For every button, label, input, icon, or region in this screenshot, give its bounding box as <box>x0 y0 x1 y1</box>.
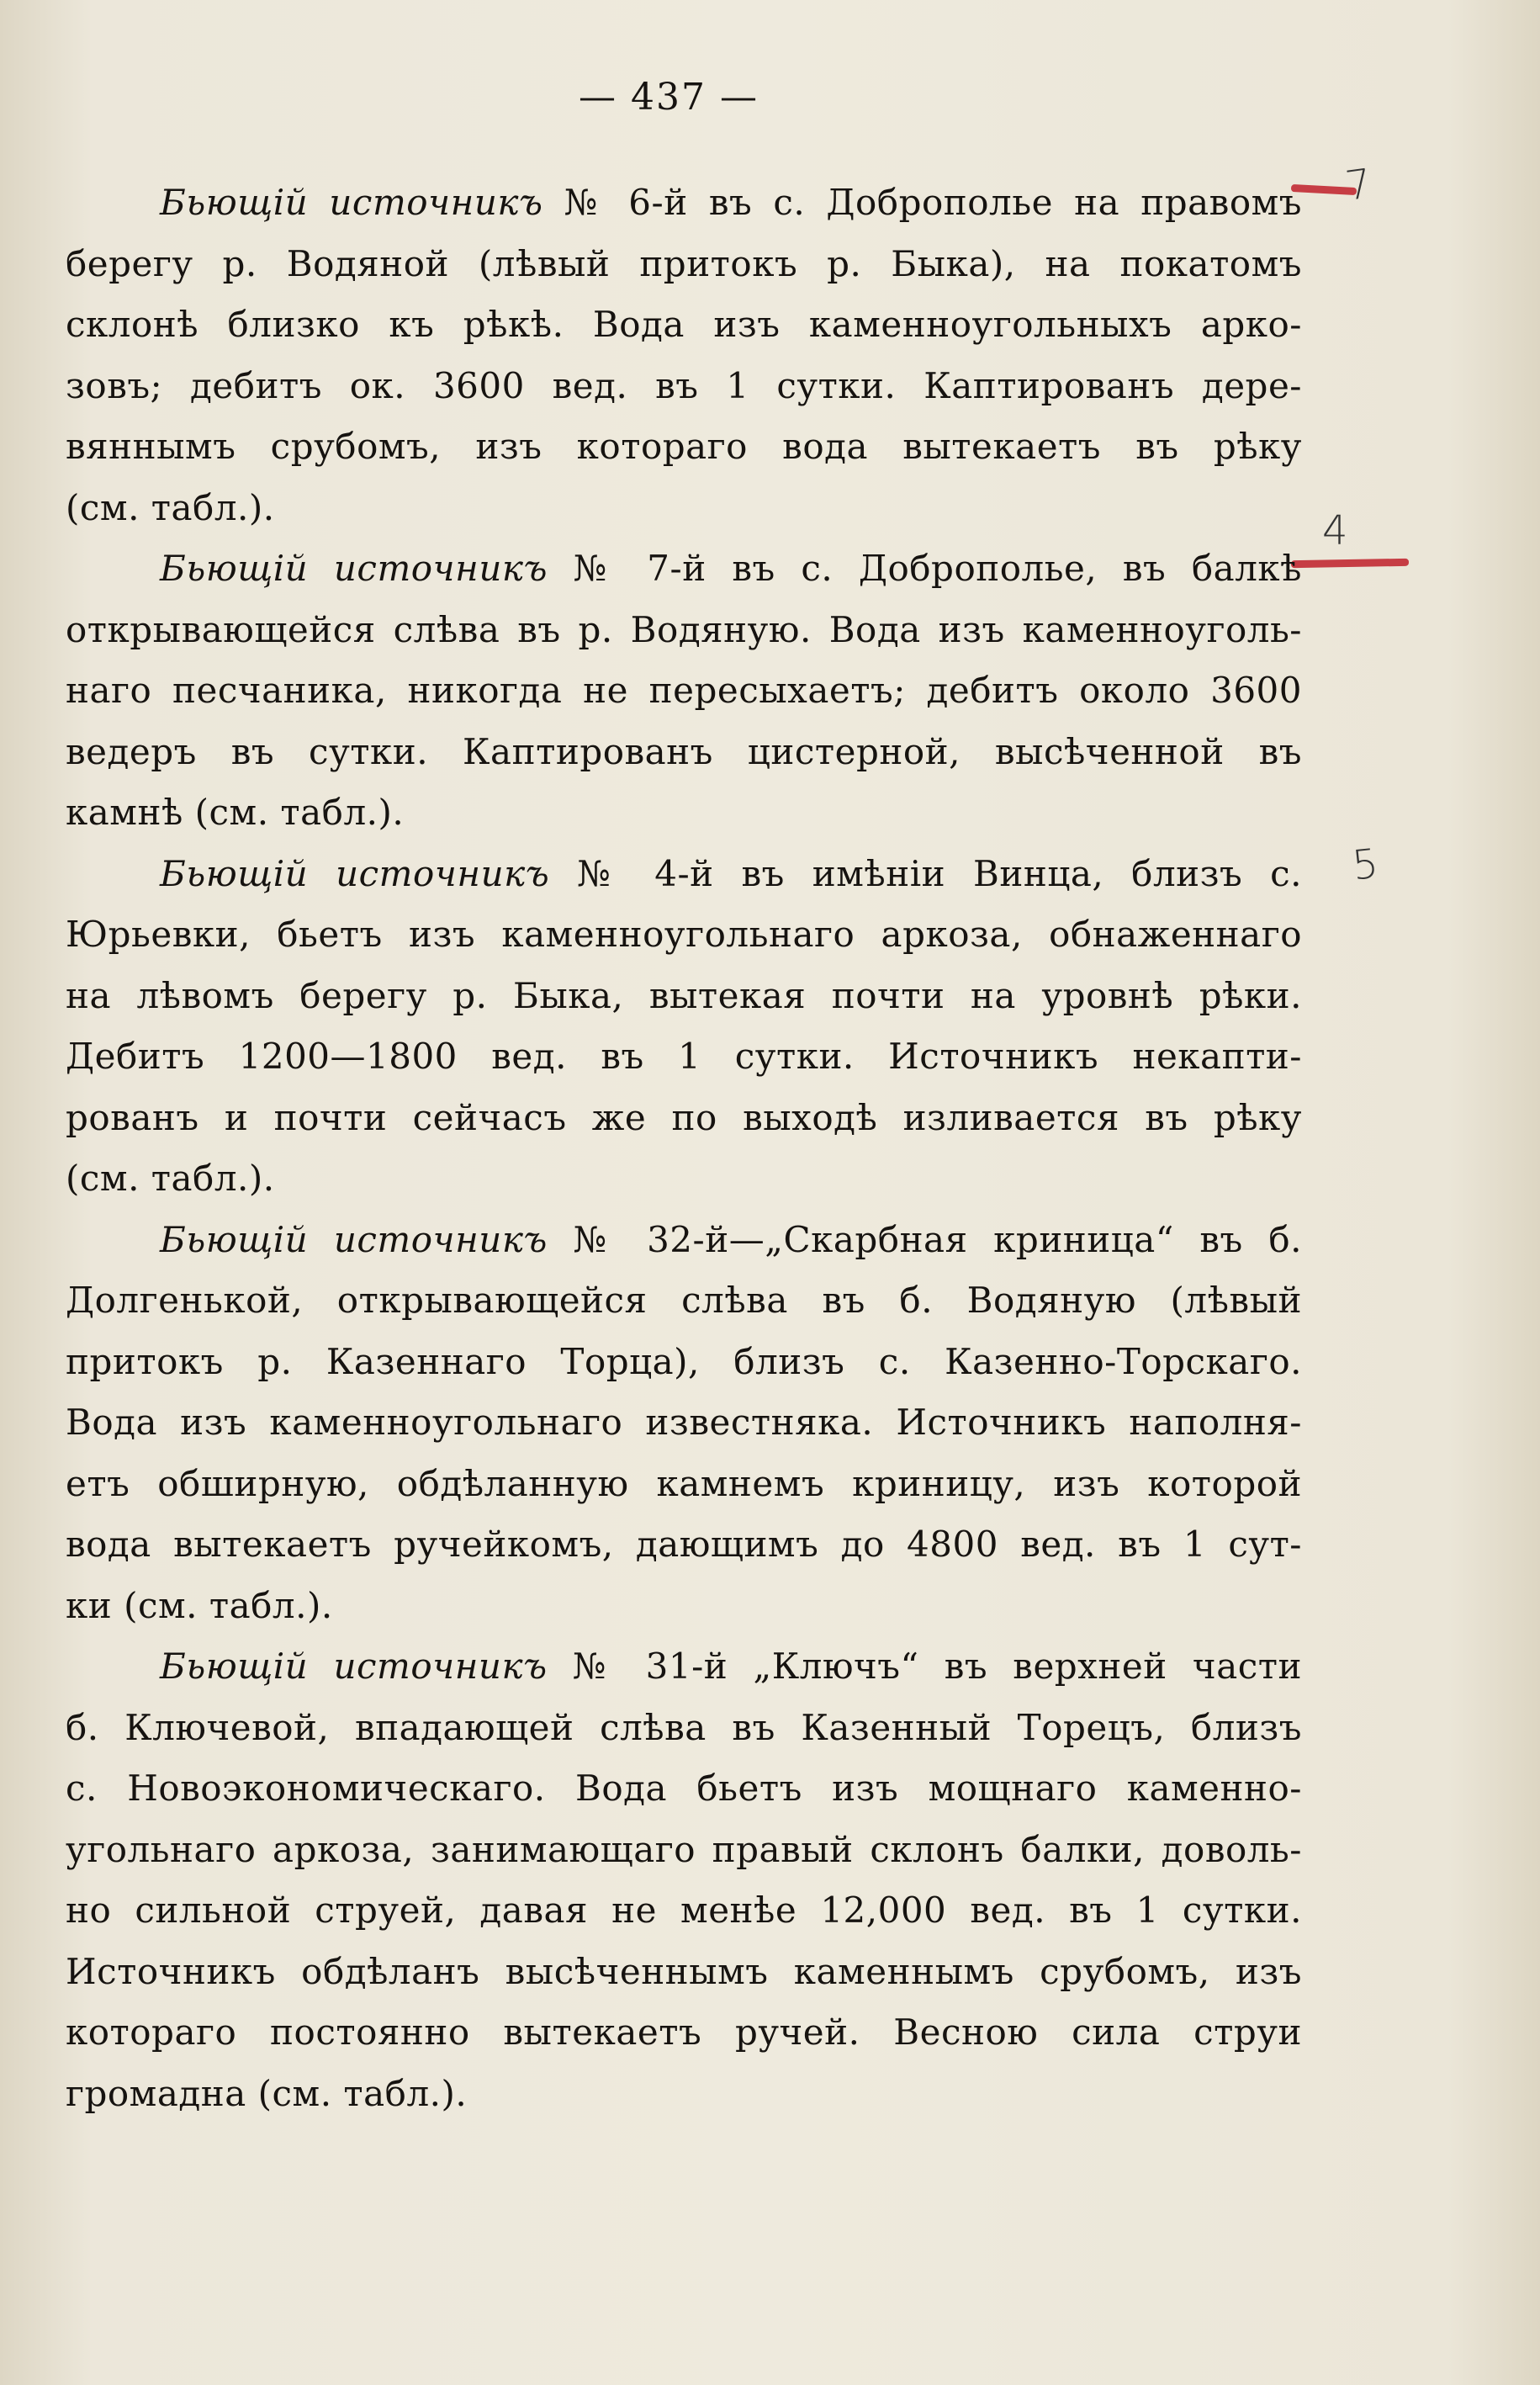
text-line <box>66 600 1302 661</box>
text-line <box>66 966 1302 1027</box>
text-line <box>66 2064 1302 2125</box>
text-line <box>66 1148 1302 1210</box>
text-line <box>66 1576 1302 1637</box>
paragraph-1 <box>66 172 1302 538</box>
line-text: но сильной струей, давая не менѣе 12,000 вед. въ 1 сутки. <box>66 1889 1302 1931</box>
text-line <box>66 1454 1302 1515</box>
text-line <box>66 538 1302 600</box>
text-line <box>66 294 1302 356</box>
text-line <box>66 356 1302 417</box>
text-line <box>66 1088 1302 1149</box>
line-text: № 7-й въ с. Доброполье, въ балкѣ <box>573 548 1302 589</box>
line-text: вяннымъ срубомъ, изъ котораго вода вытекаетъ въ рѣку <box>66 426 1302 467</box>
red-pencil-mark-2 <box>1291 559 1409 568</box>
line-text: с. Новоэкономическаго. Вода бьетъ изъ мощнаго каменно- <box>66 1768 1302 1809</box>
line-text: (см. табл.). <box>66 1158 275 1199</box>
page-number: — 437 — <box>579 76 759 119</box>
margin-note-3: 5 <box>1350 840 1381 890</box>
line-text: Юрьевки, бьетъ изъ каменноугольнаго аркоза, обнаженнаго <box>66 914 1302 955</box>
text-line <box>66 1026 1302 1088</box>
text-line <box>66 1698 1302 1759</box>
line-text: угольнаго аркоза, занимающаго правый склонъ балки, доволь- <box>66 1828 1302 1870</box>
text-line <box>66 2002 1302 2064</box>
line-text: Дебитъ 1200—1800 вед. въ 1 сутки. Источникъ некапти- <box>66 1036 1302 1077</box>
line-text: котораго постоянно вытекаетъ ручей. Весною сила струи <box>66 2011 1302 2053</box>
paragraph-5 <box>66 1636 1302 2124</box>
margin-note-1: 7 <box>1342 160 1375 210</box>
spring-lead-phrase: Бьющій источникъ <box>160 1646 548 1687</box>
text-line <box>66 1392 1302 1454</box>
paragraph-3 <box>66 844 1302 1210</box>
text-line <box>66 1942 1302 2003</box>
paragraph-4 <box>66 1210 1302 1637</box>
line-text: рованъ и почти сейчасъ же по выходѣ изливается въ рѣку <box>66 1096 1302 1138</box>
line-text: № 4-й въ имѣніи Винца, близъ с. <box>577 852 1302 894</box>
text-line <box>66 1514 1302 1576</box>
line-text: (см. табл.). <box>66 486 275 528</box>
spring-lead-phrase: Бьющій источникъ <box>160 182 543 223</box>
text-line <box>66 172 1302 234</box>
line-text: громадна (см. табл.). <box>66 2072 468 2114</box>
line-text: Источникъ обдѣланъ высѣченнымъ каменнымъ срубомъ, изъ <box>66 1950 1302 1992</box>
text-line <box>66 478 1302 539</box>
line-text: Вода изъ каменноугольнаго известняка. Источникъ наполня- <box>66 1402 1302 1443</box>
line-text: камнѣ (см. табл.). <box>66 792 405 833</box>
text-line <box>66 904 1302 966</box>
line-text: № 32-й—„Скарбная криница“ въ б. <box>573 1218 1302 1260</box>
text-line <box>66 1820 1302 1881</box>
line-text: берегу р. Водяной (лѣвый притокъ р. Быка), на покатомъ <box>66 242 1302 284</box>
spring-lead-phrase: Бьющій источникъ <box>160 548 548 589</box>
text-line <box>66 722 1302 783</box>
line-text: склонѣ близко къ рѣкѣ. Вода изъ каменноугольныхъ арко- <box>66 304 1302 345</box>
text-line <box>66 1880 1302 1942</box>
line-text: вода вытекаетъ ручейкомъ, дающимъ до 4800 вед. въ 1 сут- <box>66 1524 1302 1565</box>
text-line <box>66 1758 1302 1820</box>
line-text: ведеръ въ сутки. Каптированъ цистерной, высѣченной въ <box>66 730 1302 772</box>
spring-lead-phrase: Бьющій источникъ <box>160 852 550 894</box>
text-line <box>66 416 1302 478</box>
spring-lead-phrase: Бьющій источникъ <box>160 1218 548 1260</box>
text-line <box>66 1636 1302 1698</box>
line-text: етъ обширную, обдѣланную камнемъ криницу, изъ которой <box>66 1462 1302 1504</box>
line-text: зовъ; дебитъ ок. 3600 вед. въ 1 сутки. Каптированъ дере- <box>66 364 1302 406</box>
text-line <box>66 844 1302 905</box>
paragraph-2 <box>66 538 1302 844</box>
text-line <box>66 782 1302 844</box>
line-text: ки (см. табл.). <box>66 1584 333 1626</box>
line-text: на лѣвомъ берегу р. Быка, вытекая почти на уровнѣ рѣки. <box>66 974 1302 1016</box>
line-text: № 31-й „Ключъ“ въ верхней части <box>572 1646 1302 1687</box>
body-text <box>66 172 1302 2124</box>
text-line <box>66 1270 1302 1332</box>
line-text: притокъ р. Казеннаго Торца), близъ с. Казенно-Торскаго. <box>66 1340 1302 1382</box>
line-text: открывающейся слѣва въ р. Водяную. Вода изъ каменноуголь- <box>66 608 1302 650</box>
line-text: наго песчаника, никогда не пересыхаетъ; дебитъ около 3600 <box>66 670 1302 711</box>
line-text: б. Ключевой, впадающей слѣва въ Казенный Торецъ, близъ <box>66 1706 1302 1748</box>
text-line <box>66 234 1302 295</box>
margin-note-2: 4 <box>1322 507 1348 554</box>
text-line <box>66 1332 1302 1393</box>
line-text: Долгенькой, открывающейся слѣва въ б. Водяную (лѣвый <box>66 1280 1302 1321</box>
line-text: № 6-й въ с. Доброполье на правомъ <box>564 182 1302 223</box>
text-line <box>66 660 1302 722</box>
text-line <box>66 1210 1302 1271</box>
